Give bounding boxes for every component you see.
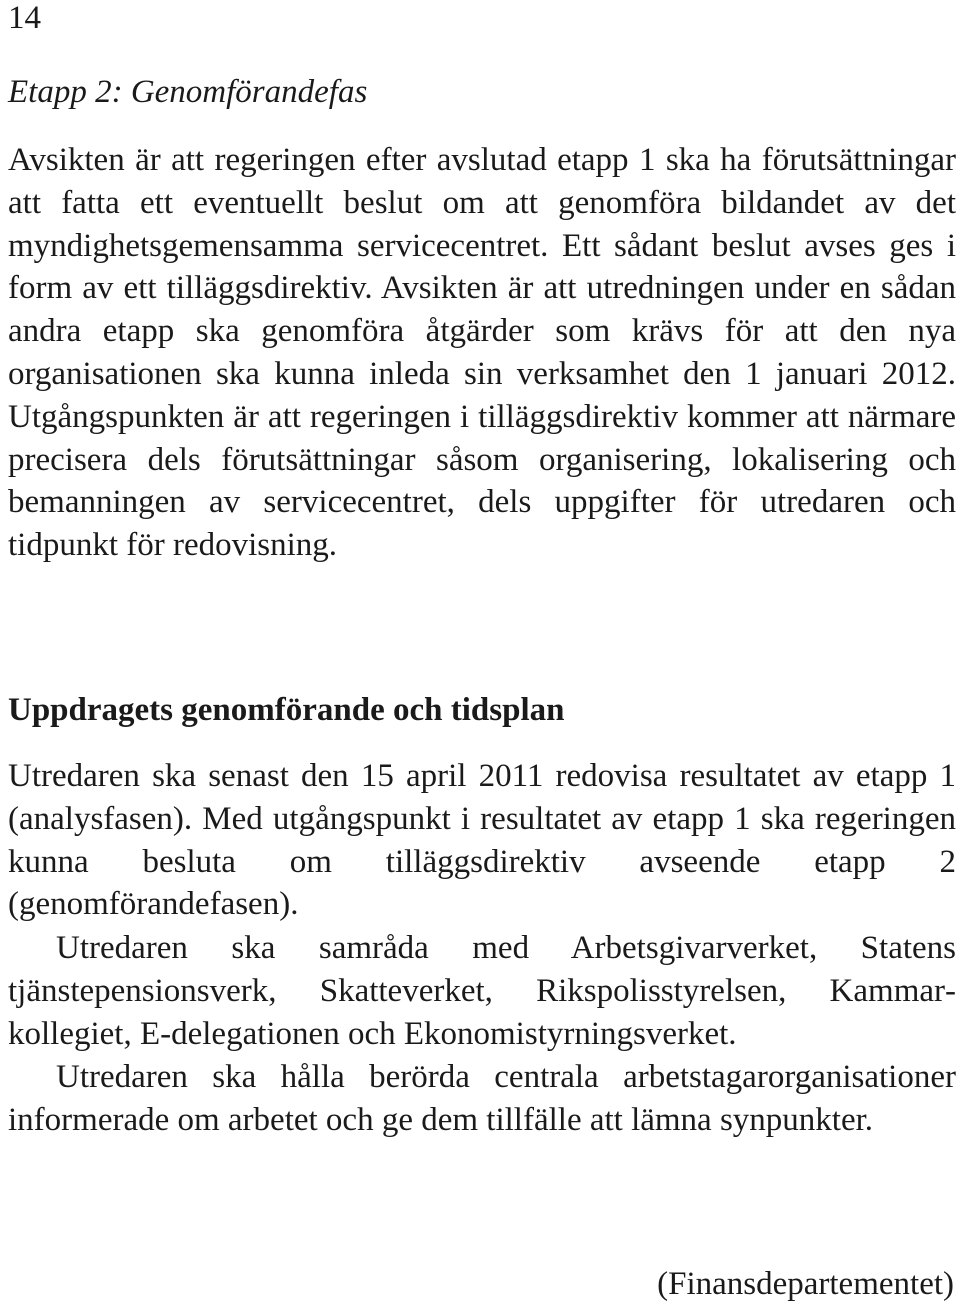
paragraph-tidsplan-1: Utredaren ska senast den 15 april 2011 redovisa resultatet av etapp 1 (analysfasen). Med utgångspunkt i resultatet av etapp 1 ska regeringen kunna besluta om tilläggsdirektiv avseende etapp 2 (genomförandefasen). [8,758,956,923]
department-signature: (Finansdepartementet) [657,1266,954,1302]
section-heading-tidsplan: Uppdragets genomförande och tidsplan [8,692,565,728]
section-heading-genomforandefas: Etapp 2: Genomförandefas [8,74,368,110]
paragraph-tidsplan-3: Utredaren ska hålla berörda centrala arbetstagarorganisationer informerade om arbetet och ge dem tillfälle att lämna synpunkter. [8,1059,956,1138]
page-number: 14 [8,0,41,36]
paragraph-tidsplan-2: Utredaren ska samråda med Arbetsgivarverket, Statens tjänstepensionsverk, Skatteverket, Rikspolisstyrelsen, Kammarkollegiet, E-delegationen och Ekonomistyrningsverket. [8,930,956,1052]
paragraph-genomforandefas: Avsikten är att regeringen efter avslutad etapp 1 ska ha förutsättningar att fatta ett eventuellt beslut om att genomföra bildandet av det myndighetsgemensamma servicecentret. Ett sådant beslut avses ges i form av ett tilläggsdirektiv. Avsikten är att utredningen under en sådan andra etapp ska genomföra åtgärder som krävs för att den nya organisationen ska kunna inleda sin verksamhet den 1 januari 2012. Utgångspunkten är att regeringen i tilläggsdirektiv kommer att närmare precisera dels förutsättningar såsom organisering, lokalisering och bemanningen av servicecentret, dels uppgifter för utredaren och tidpunkt för redovisning. [8,142,956,564]
